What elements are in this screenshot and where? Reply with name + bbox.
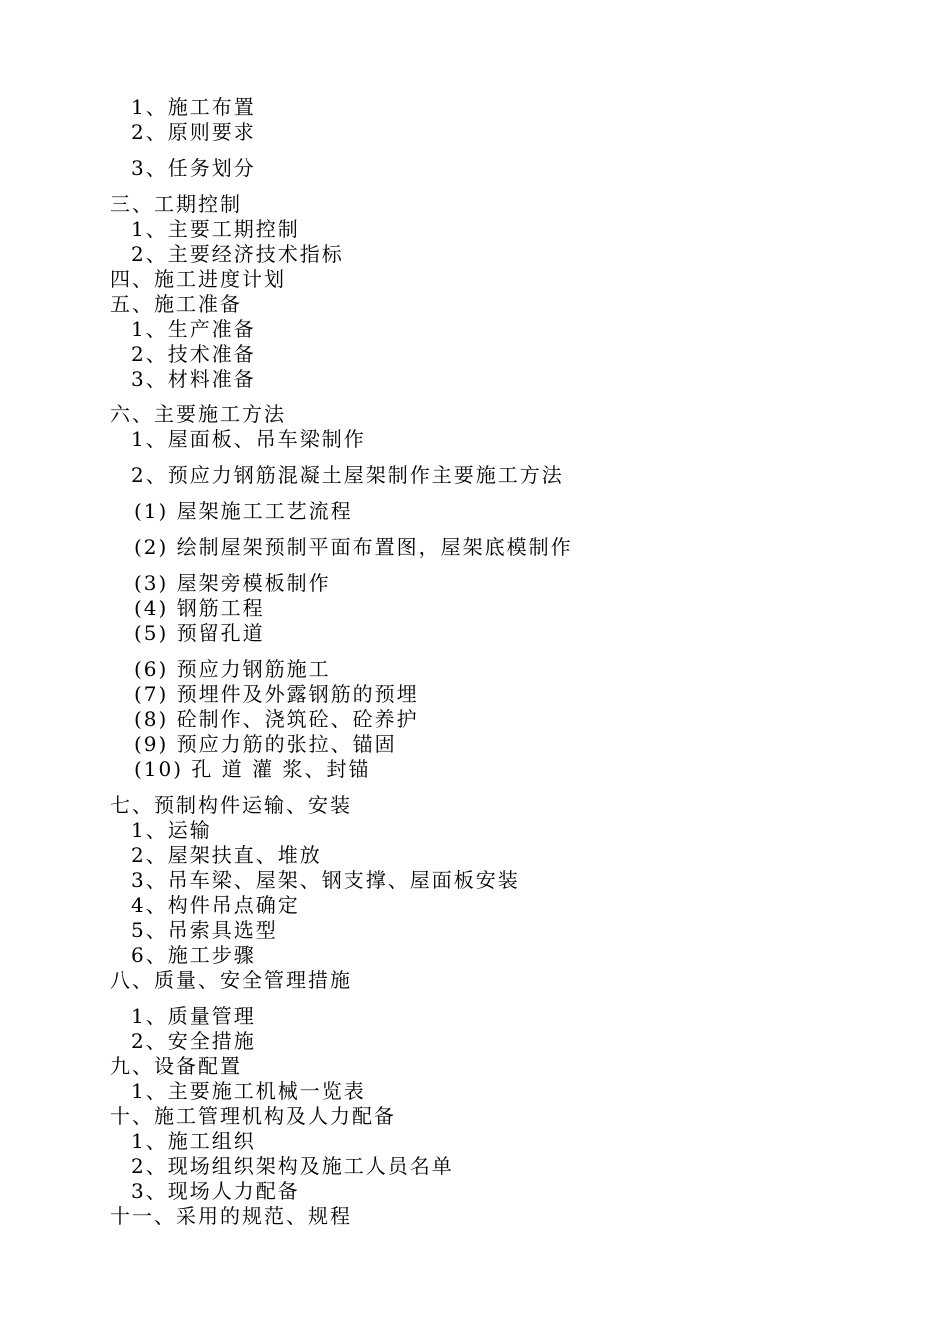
toc-item: 1、施工布置 xyxy=(131,95,256,119)
toc-heading: 七、预制构件运输、安装 xyxy=(110,793,352,817)
toc-item: 2、预应力钢筋混凝土屋架制作主要施工方法 xyxy=(131,463,564,487)
toc-subitem: (7) 预埋件及外露钢筋的预埋 xyxy=(134,682,419,706)
toc-heading: 九、设备配置 xyxy=(110,1054,242,1078)
toc-item: 3、任务划分 xyxy=(131,156,256,180)
toc-heading: 十一、采用的规范、规程 xyxy=(110,1204,352,1228)
toc-subitem: (2) 绘制屋架预制平面布置图，屋架底模制作 xyxy=(134,535,573,559)
toc-item: 6、施工步骤 xyxy=(131,943,256,967)
toc-item: 2、现场组织架构及施工人员名单 xyxy=(131,1154,454,1178)
toc-heading: 五、施工准备 xyxy=(110,292,242,316)
toc-item: 3、吊车梁、屋架、钢支撑、屋面板安装 xyxy=(131,868,520,892)
toc-item: 3、材料准备 xyxy=(131,367,256,391)
toc-item: 2、安全措施 xyxy=(131,1029,256,1053)
toc-heading: 十、施工管理机构及人力配备 xyxy=(110,1104,396,1128)
toc-item: 5、吊索具选型 xyxy=(131,918,278,942)
toc-item: 2、技术准备 xyxy=(131,342,256,366)
toc-subitem: (8) 砼制作、浇筑砼、砼养护 xyxy=(134,707,419,731)
toc-subitem: (3) 屋架旁模板制作 xyxy=(134,571,331,595)
toc-item: 1、运输 xyxy=(131,818,212,842)
toc-heading: 四、施工进度计划 xyxy=(110,267,286,291)
toc-subitem: (5) 预留孔道 xyxy=(134,621,265,645)
toc-heading: 六、主要施工方法 xyxy=(110,402,286,426)
toc-item: 3、现场人力配备 xyxy=(131,1179,300,1203)
toc-heading: 八、质量、安全管理措施 xyxy=(110,968,352,992)
toc-item: 2、屋架扶直、堆放 xyxy=(131,843,322,867)
toc-item: 1、主要工期控制 xyxy=(131,217,300,241)
toc-item: 1、屋面板、吊车梁制作 xyxy=(131,427,366,451)
toc-item: 4、构件吊点确定 xyxy=(131,893,300,917)
toc-item: 2、主要经济技术指标 xyxy=(131,242,344,266)
toc-heading: 三、工期控制 xyxy=(110,192,242,216)
toc-item: 2、原则要求 xyxy=(131,120,256,144)
toc-item: 1、主要施工机械一览表 xyxy=(131,1079,366,1103)
toc-subitem: (1) 屋架施工工艺流程 xyxy=(134,499,353,523)
toc-item: 1、施工组织 xyxy=(131,1129,256,1153)
toc-subitem: (6) 预应力钢筋施工 xyxy=(134,657,331,681)
toc-subitem: (4) 钢筋工程 xyxy=(134,596,265,620)
toc-item: 1、生产准备 xyxy=(131,317,256,341)
toc-subitem: (10) 孔 道 灌 浆、封锚 xyxy=(134,757,371,781)
toc-subitem: (9) 预应力筋的张拉、锚固 xyxy=(134,732,397,756)
toc-item: 1、质量管理 xyxy=(131,1004,256,1028)
